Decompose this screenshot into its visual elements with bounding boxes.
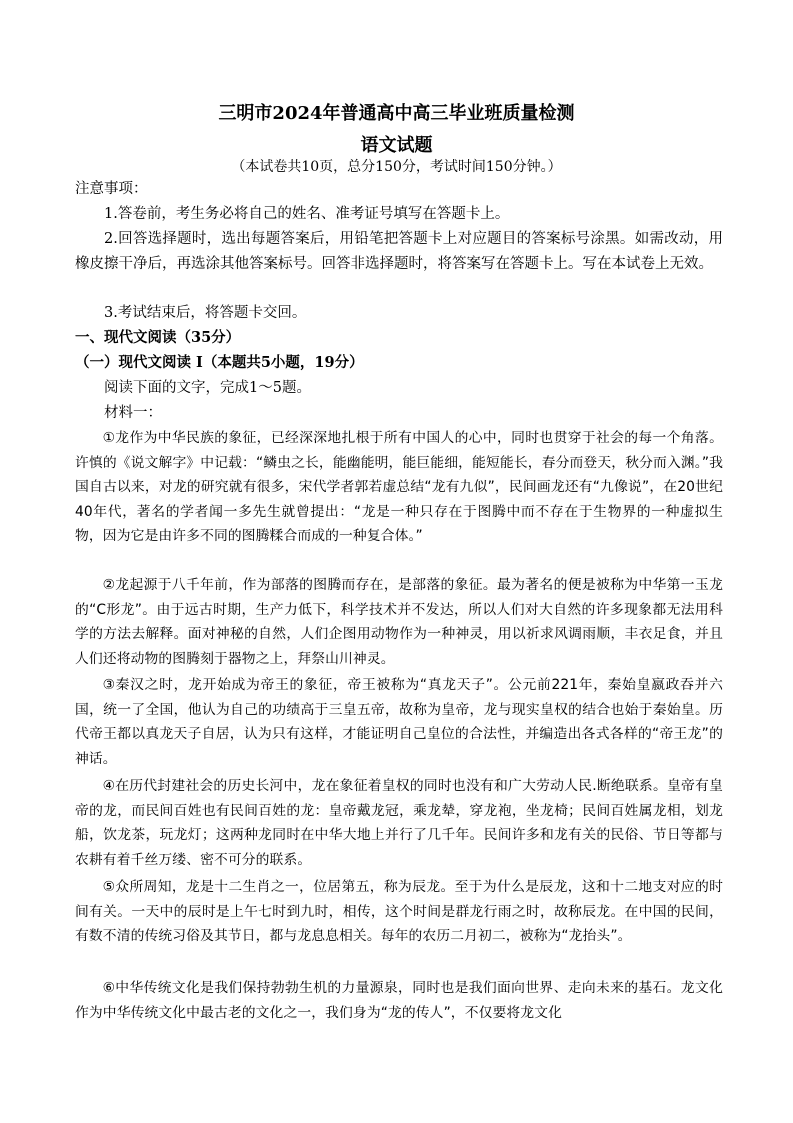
material-label: 材料一： [104, 405, 162, 421]
exam-info: （本试卷共10页，总分150分，考试时间150分钟。） [231, 159, 562, 175]
note-item-3: 3.考试结束后，将答题卡交回。 [104, 305, 307, 321]
subsection-heading: （一）现代文阅读 I（本题共5小题，19分） [75, 354, 364, 371]
material-paragraph-5: ⑤众所周知，龙是十二生肖之一，位居第五，称为辰龙。至于为什么是辰龙，这和十二地支对应的时间有关。一天中的辰时是上午七时到九时，相传，这个时间是群龙行雨之时，故称辰龙。在中国的民间，有数不清的传统习俗及其节日，都与龙息息相关。每年的农历二月初二，被称为“龙抬头”。 [75, 879, 723, 945]
reading-instruction: 阅读下面的文字，完成1～5题。 [104, 380, 311, 396]
material-paragraph-4: ④在历代封建社会的历史长河中，龙在象征着皇权的同时也没有和广大劳动人民.断绝联系。皇帝有皇帝的龙，而民间百姓也有民间百姓的龙：皇帝戴龙冠，乘龙辇，穿龙袍，坐龙椅；民间百姓属龙相，划龙船，饮龙茶，玩龙灯；这两种龙同时在中华大地上并行了几千年。民间许多和龙有关的民俗、节日等都与农耕有着千丝万缕、密不可分的联系。 [75, 778, 723, 868]
subject-title: 语文试题 [360, 135, 433, 156]
material-paragraph-3: ③秦汉之时，龙开始成为帝王的象征，帝王被称为“真龙天子”。公元前221年，秦始皇嬴政吞并六国，统一了全国，他认为自己的功绩高于三皇五帝，故称为皇帝，龙与现实皇权的结合也始于秦始皇。历代帝王都以真龙天子自居，认为只有这样，才能证明自己皇位的合法性，并编造出各式各样的“帝王龙”的神话。 [75, 677, 723, 767]
note-item-1: 1.答卷前，考生务必将自己的姓名、准考证号填写在答题卡上。 [104, 206, 510, 222]
material-paragraph-2: ②龙起源于八千年前，作为部落的图腾而存在，是部落的象征。最为著名的便是被称为中华第一玉龙的“C形龙”。由于远古时期，生产力低下，科学技术并不发达，所以人们对大自然的许多现象都无法用科学的方法去解释。面对神秘的自然，人们企图用动物作为一种神灵，用以祈求风调雨顺，丰衣足食，并且人们还将动物的图腾刻于器物之上，拜祭山川神灵。 [75, 577, 723, 667]
section-heading: 一、现代文阅读（35分） [75, 329, 241, 346]
material-paragraph-1: ①龙作为中华民族的象征，已经深深地扎根于所有中国人的心中，同时也贯穿于社会的每一个角落。许慎的《说文解字》中记载：“鳞虫之长，能幽能明，能巨能细，能短能长，春分而登天，秋分而入渊。”我国自古以来，对龙的研究就有很多，宋代学者郭若虚总结“龙有九似”，民间画龙还有“九像说”，在20世纪40年代，著名的学者闻一多先生就曾提出：“龙是一种只存在于图腾中而不存在于生物界的一种虚拟生物，因为它是由许多不同的图腾糅合而成的一种复合体。” [75, 430, 723, 545]
notes-heading: 注意事项： [75, 181, 148, 197]
exam-title: 三明市2024年普通高中高三毕业班质量检测 [218, 103, 575, 124]
material-paragraph-6: ⑥中华传统文化是我们保持勃勃生机的力量源泉，同时也是我们面向世界、走向未来的基石。龙文化作为中华传统文化中最古老的文化之一，我们身为“龙的传人”，不仅要将龙文化 [75, 980, 723, 1021]
note-item-2: 2.回答选择题时，选出每题答案后，用铅笔把答题卡上对应题目的答案标号涂黑。如需改动，用橡皮擦干净后，再选涂其他答案标号。回答非选择题时，将答案写在答题卡上。写在本试卷上无效。 [75, 231, 723, 272]
